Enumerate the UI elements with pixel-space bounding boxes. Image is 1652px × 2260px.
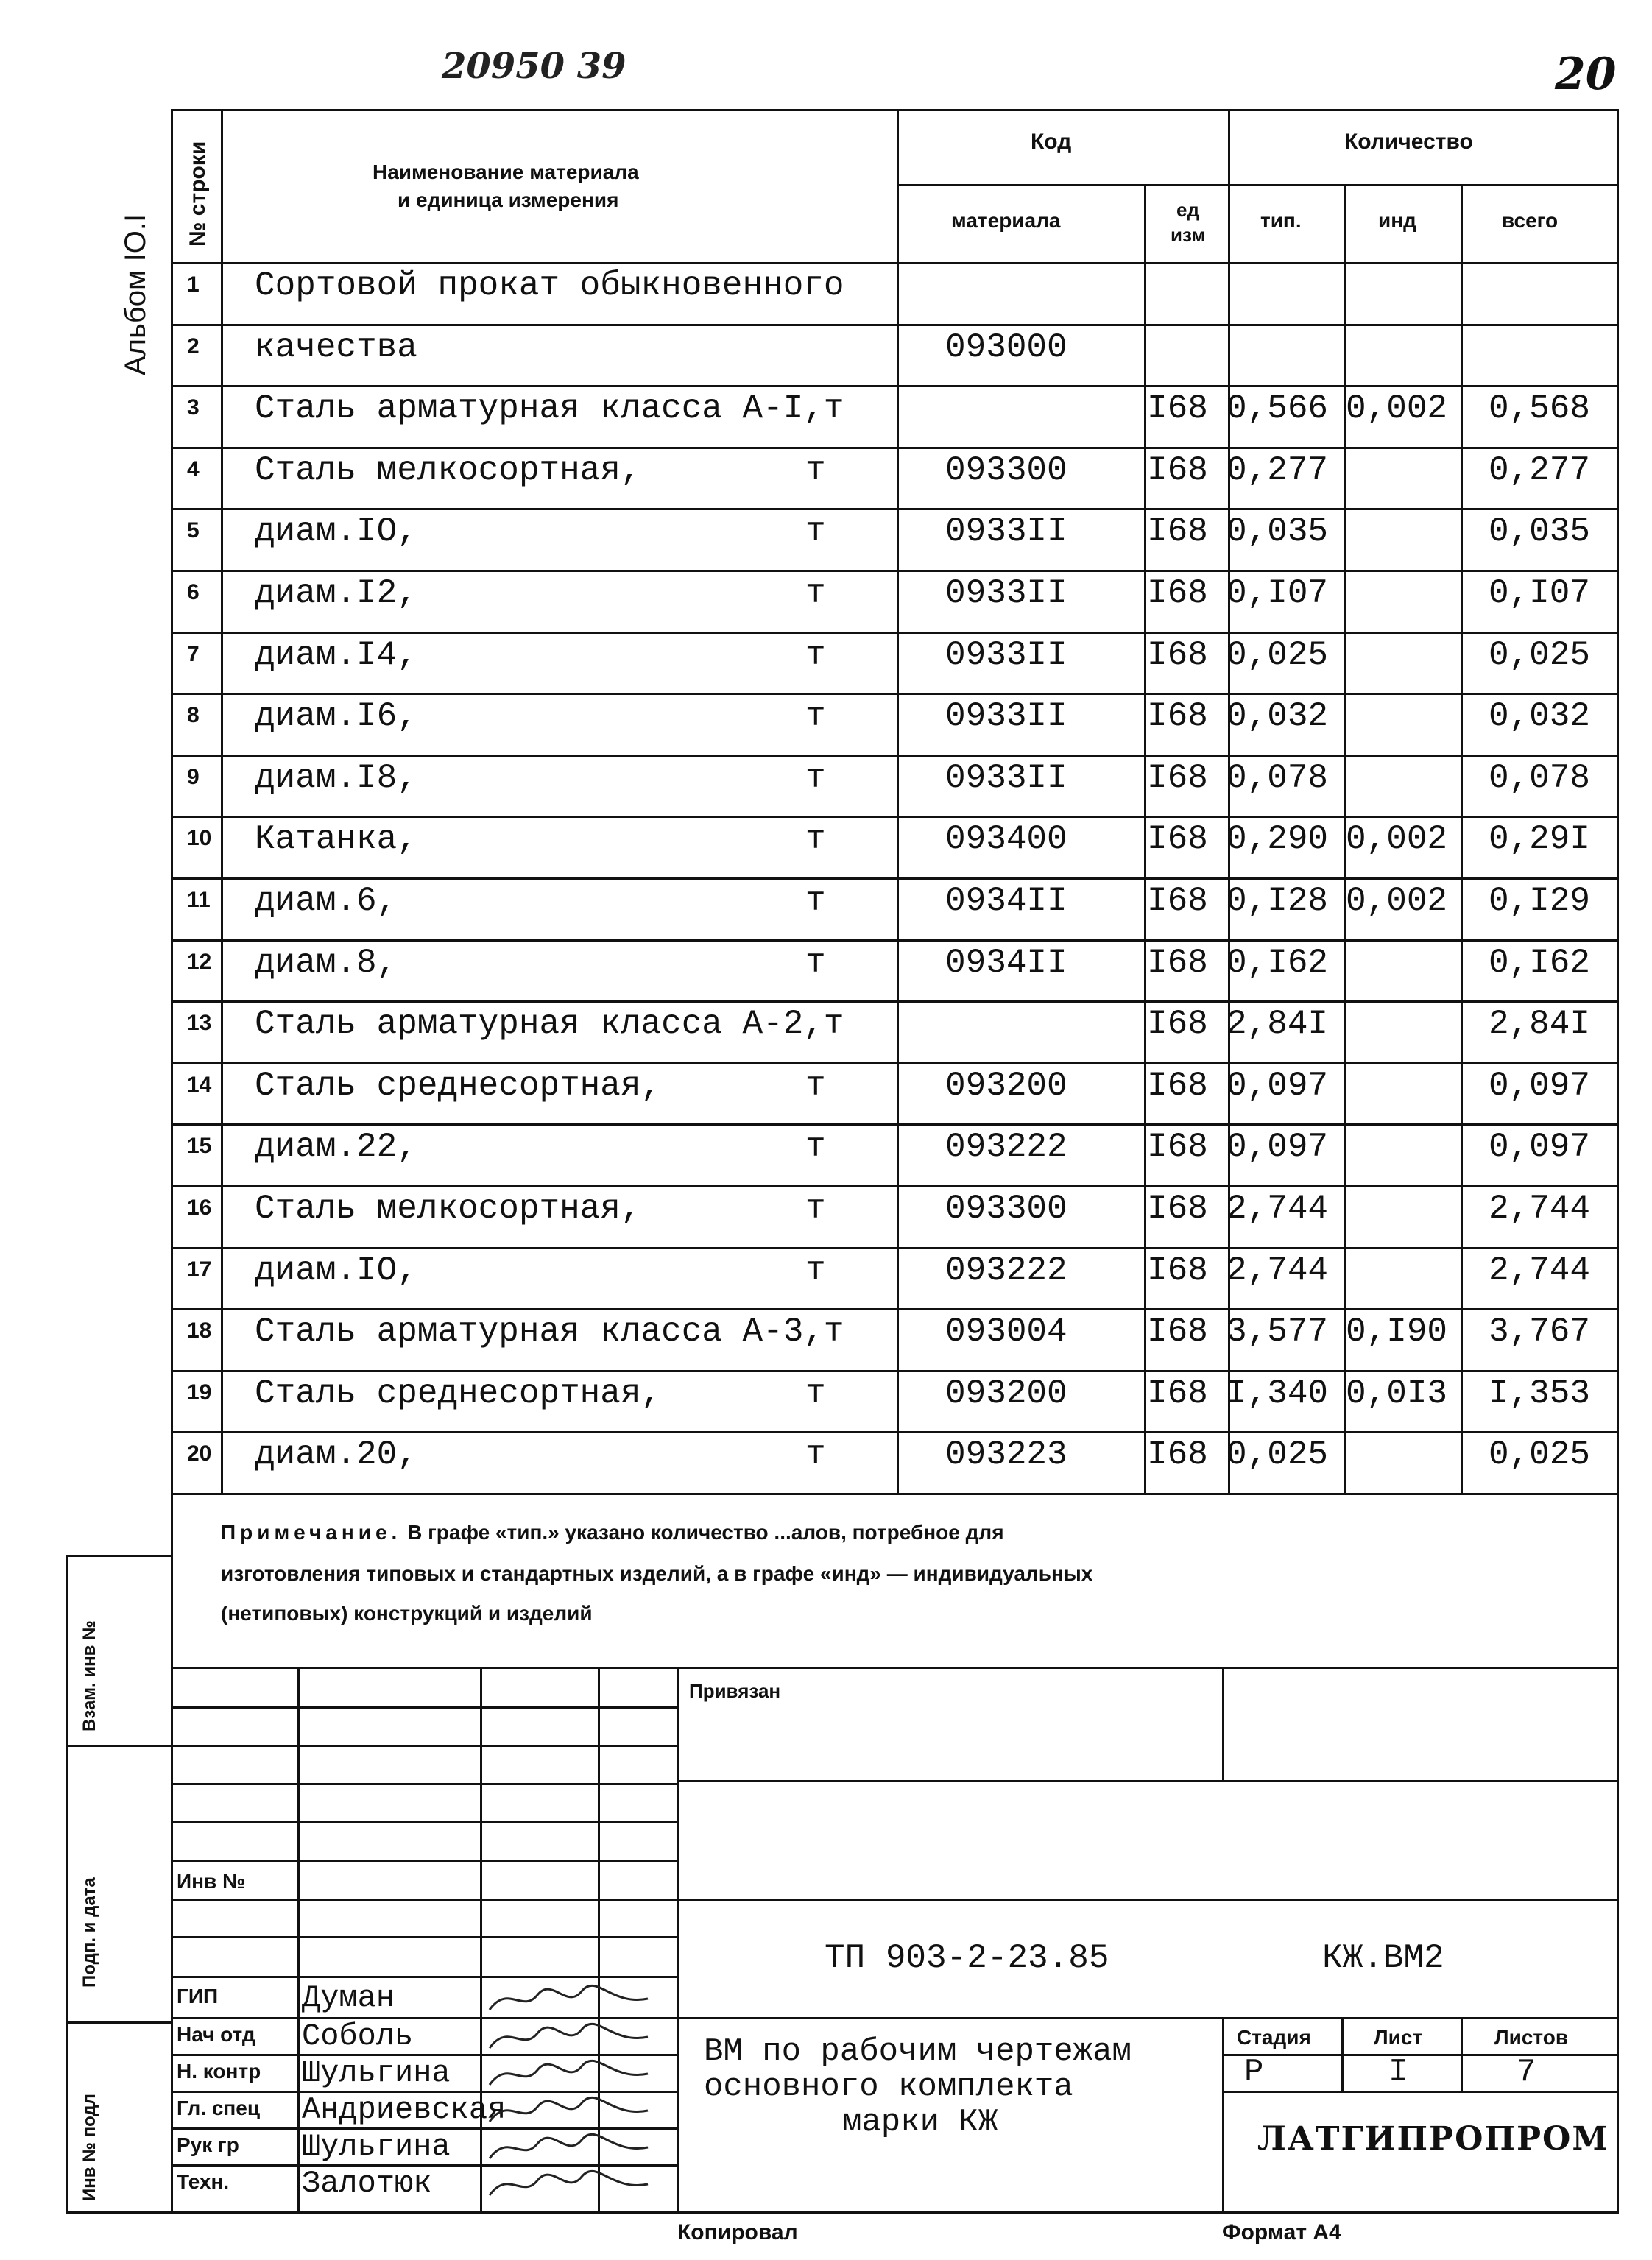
row-ind: 0,0I3 [1346, 1374, 1448, 1413]
note-text-1: В графе «тип.» указано количество ...алов, потребное для [407, 1521, 1004, 1544]
row-unit: т [805, 697, 826, 735]
note-line1 [221, 1521, 1004, 1544]
note-line2: изготовления типовых и стандартных изделий, а в графе «инд» — индивидуальных [221, 1562, 1093, 1585]
row-name: диам.I2, [255, 574, 417, 612]
table-row [0, 632, 1652, 693]
top-number: 20950 39 [442, 46, 626, 87]
stamp-title-1: ВМ по рабочим чертежам [704, 2033, 1132, 2070]
table-row [0, 1247, 1652, 1309]
table-row [0, 508, 1652, 570]
row-total: 0,035 [1488, 512, 1590, 551]
row-total: 0,025 [1488, 636, 1590, 674]
row-code: 093222 [945, 1251, 1067, 1290]
row-name: диам.I4, [255, 636, 417, 674]
stamp-sheets-label: Листов [1494, 2026, 1569, 2049]
row-number: 17 [187, 1257, 212, 1282]
row-ed: I68 [1147, 389, 1208, 428]
stamp-sheet: I [1388, 2054, 1408, 2091]
row-ed: I68 [1147, 1313, 1208, 1351]
signature [486, 2019, 655, 2055]
row-number: 13 [187, 1011, 212, 1035]
stamp-person-row [0, 2166, 677, 2203]
table-row [0, 939, 1652, 1001]
row-ed: I68 [1147, 1067, 1208, 1105]
row-total: 2,744 [1488, 1190, 1590, 1228]
stamp-person-name: Думан [302, 1980, 395, 2016]
row-ed: I68 [1147, 1436, 1208, 1474]
stamp-person-role: Н. контр [177, 2060, 261, 2083]
table-row [0, 1123, 1652, 1185]
row-ed: I68 [1147, 512, 1208, 551]
row-total: 0,078 [1488, 759, 1590, 797]
stamp-person-row [0, 2055, 677, 2092]
row-unit: т [805, 1190, 826, 1228]
row-number: 1 [187, 272, 200, 297]
row-total: 0,277 [1488, 451, 1590, 490]
stamp-doc-code: ТП 903-2-23.85 [825, 1939, 1109, 1977]
row-typ: 0,078 [1226, 759, 1329, 797]
header-name-line1: Наименование материала [373, 160, 639, 183]
table-row [0, 755, 1652, 816]
row-number: 19 [187, 1380, 212, 1405]
row-unit: т [805, 574, 826, 612]
row-code: 093300 [945, 451, 1067, 490]
stamp-person-name: Залотюк [302, 2166, 432, 2201]
note-label: Примечание. [221, 1521, 402, 1544]
row-name: диам.I8, [255, 759, 417, 797]
stamp-person-role: Нач отд [177, 2023, 255, 2046]
row-ed: I68 [1147, 1128, 1208, 1166]
page-number: 20 [1555, 49, 1617, 100]
row-code: 093400 [945, 820, 1067, 858]
row-number: 14 [187, 1073, 212, 1097]
signature [486, 2166, 655, 2203]
row-unit: т [805, 882, 826, 920]
row-code: 0934II [945, 882, 1067, 920]
stamp-person-row [0, 1980, 677, 2017]
row-ind: 0,I90 [1346, 1313, 1448, 1351]
row-ed: I68 [1147, 1374, 1208, 1413]
table-row [0, 1308, 1652, 1370]
stamp-person-name: Соболь [302, 2019, 414, 2054]
header-quantity: Количество [1344, 130, 1473, 154]
row-typ: 2,744 [1226, 1190, 1329, 1228]
footer-format: Формат А4 [1222, 2220, 1341, 2245]
signature [486, 2129, 655, 2166]
row-name: диам.IO, [255, 1251, 417, 1290]
row-code: 0934II [945, 944, 1067, 982]
row-unit: т [805, 944, 826, 982]
row-typ: 0,I28 [1226, 882, 1329, 920]
stamp-title-3: марки КЖ [842, 2104, 998, 2141]
row-number: 12 [187, 950, 212, 974]
table-row [0, 385, 1652, 447]
stamp-stage: Р [1244, 2054, 1264, 2091]
row-name: диам.IO, [255, 512, 417, 551]
row-name: Сталь арматурная класса А-I,т [255, 389, 844, 428]
signature [486, 2055, 655, 2092]
row-ed: I68 [1147, 759, 1208, 797]
row-total: 0,29I [1488, 820, 1590, 858]
row-number: 16 [187, 1196, 212, 1220]
row-typ: 0,I62 [1226, 944, 1329, 982]
row-code: 093000 [945, 328, 1067, 367]
row-code: 093222 [945, 1128, 1067, 1166]
table-row [0, 324, 1652, 386]
stamp-person-row [0, 2019, 677, 2055]
header-name-line2: и единица измерения [398, 188, 619, 211]
row-total: 0,I07 [1488, 574, 1590, 612]
row-number: 6 [187, 580, 200, 604]
row-name: Сталь арматурная класса А-2,т [255, 1005, 844, 1043]
row-ed: I68 [1147, 944, 1208, 982]
stamp-person-name: Андриевская [302, 2092, 506, 2127]
row-total: 0,032 [1488, 697, 1590, 735]
row-ed: I68 [1147, 451, 1208, 490]
stamp-person-role: Техн. [177, 2170, 230, 2193]
table-row [0, 447, 1652, 509]
stamp-person-row [0, 2129, 677, 2166]
row-name: Сталь среднесортная, [255, 1374, 662, 1413]
stamp-sheet-label: Лист [1374, 2026, 1423, 2049]
table-row [0, 1370, 1652, 1432]
row-total: 0,097 [1488, 1067, 1590, 1105]
stamp-inv-no: Инв № [177, 1870, 246, 1893]
stamp-title-2: основного комплекта [704, 2069, 1073, 2105]
row-name: Сталь среднесортная, [255, 1067, 662, 1105]
side-vzam: Взам. инв № [80, 1620, 99, 1731]
table-row [0, 1185, 1652, 1247]
side-podp: Подп. и дата [80, 1877, 99, 1988]
table-row [0, 1062, 1652, 1124]
row-number: 4 [187, 457, 200, 481]
row-typ: 0,I07 [1226, 574, 1329, 612]
row-typ: 0,032 [1226, 697, 1329, 735]
row-number: 3 [187, 395, 200, 420]
row-total: 0,I62 [1488, 944, 1590, 982]
row-code: 093223 [945, 1436, 1067, 1474]
stamp-person-name: Шульгина [302, 2055, 451, 2091]
row-typ: 0,035 [1226, 512, 1329, 551]
row-code: 0933II [945, 574, 1067, 612]
row-typ: I,340 [1226, 1374, 1329, 1413]
table-row [0, 1000, 1652, 1062]
row-name: качества [255, 328, 417, 367]
row-code: 093200 [945, 1374, 1067, 1413]
row-typ: 2,744 [1226, 1251, 1329, 1290]
row-ed: I68 [1147, 820, 1208, 858]
header-qty-ind: инд [1378, 209, 1416, 232]
row-name: диам.I6, [255, 697, 417, 735]
row-code: 093200 [945, 1067, 1067, 1105]
row-unit: т [805, 759, 826, 797]
row-ed: I68 [1147, 1190, 1208, 1228]
row-code: 0933II [945, 697, 1067, 735]
signature [486, 1980, 655, 2017]
row-number: 9 [187, 765, 200, 789]
stamp-person-role: ГИП [177, 1985, 219, 2007]
row-number: 10 [187, 826, 212, 850]
table-row [0, 877, 1652, 939]
row-ed: I68 [1147, 574, 1208, 612]
row-ed: I68 [1147, 882, 1208, 920]
row-typ: 0,097 [1226, 1067, 1329, 1105]
row-code: 093300 [945, 1190, 1067, 1228]
row-unit: т [805, 1436, 826, 1474]
row-name: диам.6, [255, 882, 398, 920]
row-unit: т [805, 820, 826, 858]
row-typ: 0,025 [1226, 1436, 1329, 1474]
row-typ: 0,097 [1226, 1128, 1329, 1166]
row-typ: 3,577 [1226, 1313, 1329, 1351]
row-total: I,353 [1488, 1374, 1590, 1413]
row-ed: I68 [1147, 1251, 1208, 1290]
row-ind: 0,002 [1346, 389, 1448, 428]
table-row [0, 816, 1652, 877]
row-total: 0,I29 [1488, 882, 1590, 920]
stamp-person-row [0, 2092, 677, 2129]
row-number: 20 [187, 1441, 212, 1466]
row-typ: 0,025 [1226, 636, 1329, 674]
row-name: диам.20, [255, 1436, 417, 1474]
header-code: Код [1031, 130, 1072, 154]
stamp-sheets: 7 [1517, 2054, 1536, 2091]
row-name: Сталь арматурная класса А-3,т [255, 1313, 844, 1351]
row-unit: т [805, 1128, 826, 1166]
row-total: 0,097 [1488, 1128, 1590, 1166]
stamp-person-role: Гл. спец [177, 2097, 261, 2119]
stamp-doc-mark: КЖ.ВМ2 [1322, 1939, 1444, 1977]
header-code-material: материала [951, 209, 1061, 232]
row-code: 093004 [945, 1313, 1067, 1351]
row-ind: 0,002 [1346, 820, 1448, 858]
row-unit: т [805, 451, 826, 490]
row-number: 7 [187, 642, 200, 666]
stamp-org: ЛАТГИПРОПРОМ [1257, 2120, 1610, 2158]
row-number: 18 [187, 1318, 212, 1343]
note-line3: (нетиповых) конструкций и изделий [221, 1602, 593, 1625]
row-name: Сталь мелкосортная, [255, 451, 641, 490]
table-row [0, 570, 1652, 632]
row-total: 3,767 [1488, 1313, 1590, 1351]
header-qty-total: всего [1502, 209, 1559, 232]
row-name: Сталь мелкосортная, [255, 1190, 641, 1228]
table-row [0, 693, 1652, 755]
row-number: 5 [187, 518, 200, 543]
row-number: 11 [187, 888, 211, 912]
row-unit: т [805, 1251, 826, 1290]
stamp-stage-label: Стадия [1237, 2026, 1311, 2049]
row-typ: 2,84I [1226, 1005, 1329, 1043]
row-typ: 0,566 [1226, 389, 1329, 428]
stamp-person-role: Рук гр [177, 2133, 239, 2156]
row-ed: I68 [1147, 697, 1208, 735]
row-unit: т [805, 1067, 826, 1105]
row-unit: т [805, 1374, 826, 1413]
row-typ: 0,290 [1226, 820, 1329, 858]
row-total: 0,568 [1488, 389, 1590, 428]
side-inv: Инв № подл [80, 2094, 99, 2201]
signature [486, 2092, 655, 2129]
row-total: 2,84I [1488, 1005, 1590, 1043]
header-code-unit-1: ед [1176, 199, 1199, 221]
row-number: 2 [187, 334, 200, 359]
stamp-privyazan: Привязан [689, 1680, 781, 1702]
row-code: 0933II [945, 636, 1067, 674]
row-name: Катанка, [255, 820, 417, 858]
row-ind: 0,002 [1346, 882, 1448, 920]
footer-copied: Копировал [677, 2220, 798, 2245]
row-number: 15 [187, 1134, 212, 1158]
row-typ: 0,277 [1226, 451, 1329, 490]
row-number: 8 [187, 703, 200, 727]
header-code-unit-2: изм [1171, 224, 1206, 246]
header-row-no: № строки [186, 141, 210, 247]
row-code: 0933II [945, 512, 1067, 551]
row-name: диам.22, [255, 1128, 417, 1166]
table-row [0, 262, 1652, 324]
row-total: 2,744 [1488, 1251, 1590, 1290]
row-total: 0,025 [1488, 1436, 1590, 1474]
row-unit: т [805, 512, 826, 551]
row-ed: I68 [1147, 1005, 1208, 1043]
row-name: диам.8, [255, 944, 398, 982]
table-row [0, 1431, 1652, 1493]
row-code: 0933II [945, 759, 1067, 797]
row-unit: т [805, 636, 826, 674]
row-name: Сортовой прокат обыкновенного [255, 266, 844, 305]
stamp-person-name: Шульгина [302, 2129, 451, 2164]
row-ed: I68 [1147, 636, 1208, 674]
album-label: Альбом IO.I [119, 213, 152, 375]
header-qty-typ: тип. [1260, 209, 1302, 232]
